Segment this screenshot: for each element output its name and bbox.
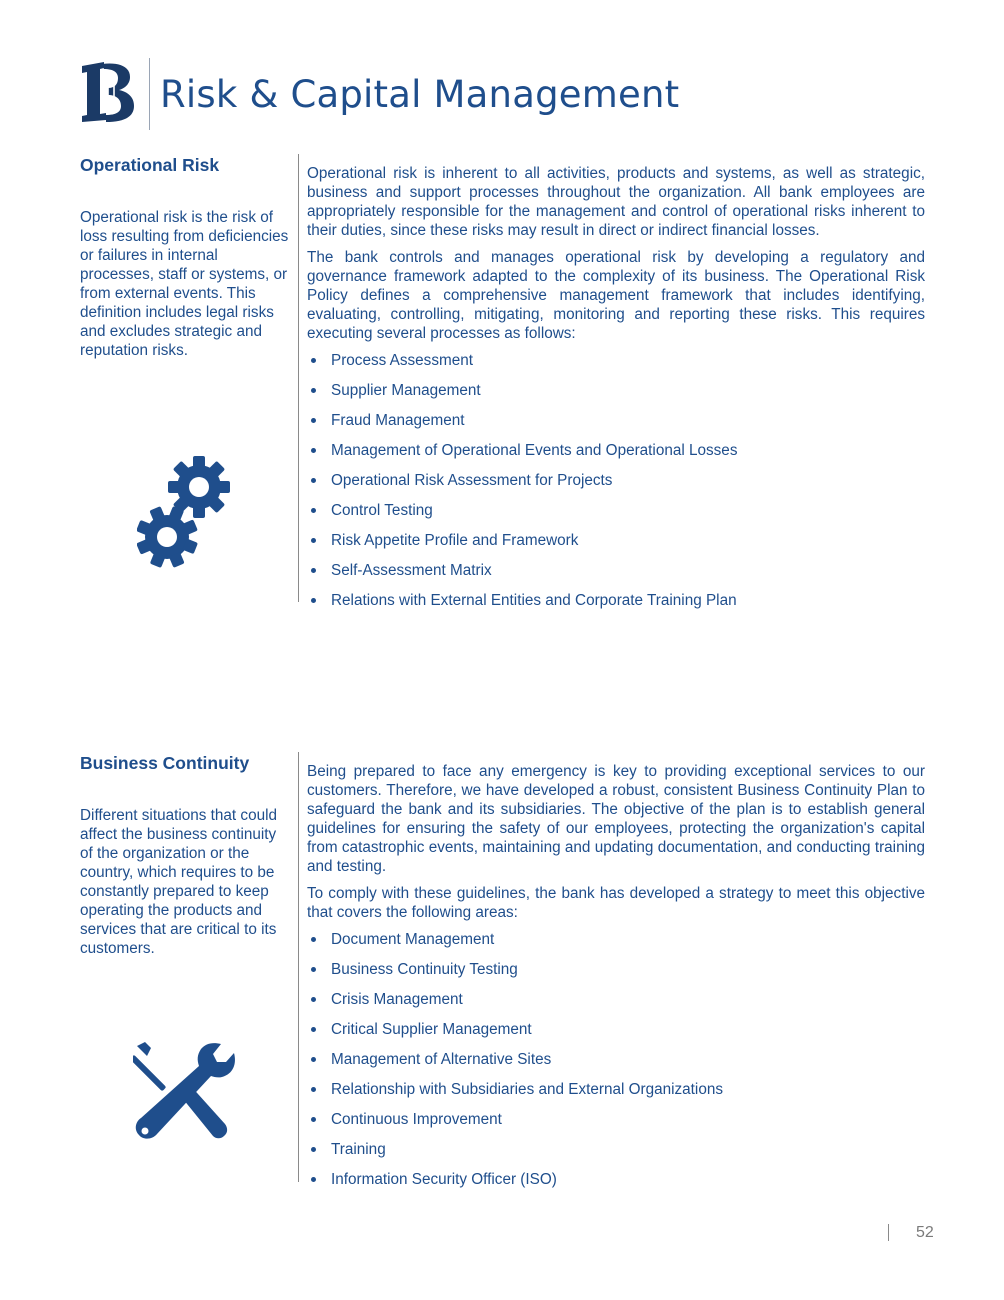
list-item-label: Risk Appetite Profile and Framework [331,532,579,549]
list-item-label: Relationship with Subsidiaries and External Organizations [331,1081,723,1098]
column-divider [298,154,299,602]
list-item [307,591,925,621]
list-item-label: Business Continuity Testing [331,961,518,978]
operational-risk-sidebar [80,154,292,360]
bullet-icon [311,478,316,483]
list-item-label: Information Security Officer (ISO) [331,1171,557,1188]
bullet-icon [311,418,316,423]
list-item [307,561,925,591]
list-item [307,1170,925,1200]
list-item-label: Management of Alternative Sites [331,1051,552,1068]
list-item [307,1140,925,1170]
bank-logo-icon [78,60,138,124]
list-item-label: Fraud Management [331,412,465,429]
list-item [307,411,925,441]
list-item-label: Document Management [331,931,495,948]
body-paragraph: Operational risk is inherent to all activities, products and systems, as well as strategic, business and support processes throughout the organization. All bank employees are appropriately responsible for the management and control of operational risks inherent to their duties, since these risks may result in direct or indirect financial losses. [307,165,925,239]
operational-risk-section [80,154,930,609]
bullet-icon [311,568,316,573]
list-item [307,381,925,411]
list-item-label: Continuous Improvement [331,1111,502,1128]
list-item [307,501,925,531]
bullet-icon [311,538,316,543]
list-item [307,1020,925,1050]
list-item [307,351,925,381]
bullet-icon [311,937,316,942]
section-heading: Operational Risk [80,155,220,175]
bullet-icon [311,1027,316,1032]
list-item [307,960,925,990]
business-continuity-body [307,762,925,1200]
body-paragraph: The bank controls and manages operational risk by developing a regulatory and governance framework adapted to the complexity of its business. The Operational Risk Policy defines a comprehensive management framework that includes identifying, evaluating, controlling, mitigating, monitoring and reporting these risks. This requires executing several processes as follows: [307,249,925,342]
bullet-icon [311,388,316,393]
list-item [307,990,925,1020]
title-divider [149,58,150,130]
list-item [307,531,925,561]
list-item-label: Crisis Management [331,991,463,1008]
bullet-icon [311,997,316,1002]
operational-risk-body [307,164,925,621]
list-item-label: Supplier Management [331,382,481,399]
list-item [307,1080,925,1110]
list-item-label: Operational Risk Assessment for Projects [331,472,613,489]
body-paragraph: To comply with these guidelines, the bank has developed a strategy to meet this objective that covers the following areas: [307,885,925,921]
column-divider [298,752,299,1182]
footer-divider [888,1224,889,1241]
bullet-icon [311,598,316,603]
bullet-icon [311,448,316,453]
bullet-icon [311,1087,316,1092]
body-paragraph: Being prepared to face any emergency is key to providing exceptional services to our customers. Therefore, we have developed a robust, consistent Business Continuity Plan to safeguard the bank and its subsidiaries. The objective of the plan is to establish general guidelines for ensuring the safety of our employees, protecting the organization's capital from catastrophic events, maintaining and updating documentation, and conducting training and testing. [307,763,925,875]
bullet-icon [311,1117,316,1122]
bullet-icon [311,1177,316,1182]
list-item-label: Training [331,1141,386,1158]
business-continuity-section [80,752,930,1188]
business-continuity-sidebar [80,752,292,958]
page-number: 52 [916,1224,934,1241]
list-item-label: Management of Operational Events and Operational Losses [331,442,738,459]
areas-list [307,930,925,1200]
list-item [307,441,925,471]
list-item-label: Control Testing [331,502,433,519]
bullet-icon [311,967,316,972]
bullet-icon [311,358,316,363]
bullet-icon [311,508,316,513]
section-heading: Business Continuity [80,753,250,773]
section-definition: Operational risk is the risk of loss resulting from deficiencies or failures in internal processes, staff or systems, or from external events. This definition includes legal risks and excludes strategic and reputation risks. [80,209,289,359]
list-item [307,930,925,960]
list-item-label: Process Assessment [331,352,473,369]
list-item-label: Critical Supplier Management [331,1021,532,1038]
tools-icon [133,1040,237,1144]
list-item [307,1110,925,1140]
list-item [307,471,925,501]
process-list [307,351,925,621]
bullet-icon [311,1147,316,1152]
bullet-icon [311,1057,316,1062]
list-item-label: Relations with External Entities and Corporate Training Plan [331,592,737,609]
page-title: Risk & Capital Management [160,73,680,116]
list-item-label: Self-Assessment Matrix [331,562,492,579]
gears-icon [137,454,235,570]
list-item [307,1050,925,1080]
section-definition: Different situations that could affect the business continuity of the organization or the country, which requires to be constantly prepared to keep operating the products and services that are critical to its customers. [80,807,277,957]
